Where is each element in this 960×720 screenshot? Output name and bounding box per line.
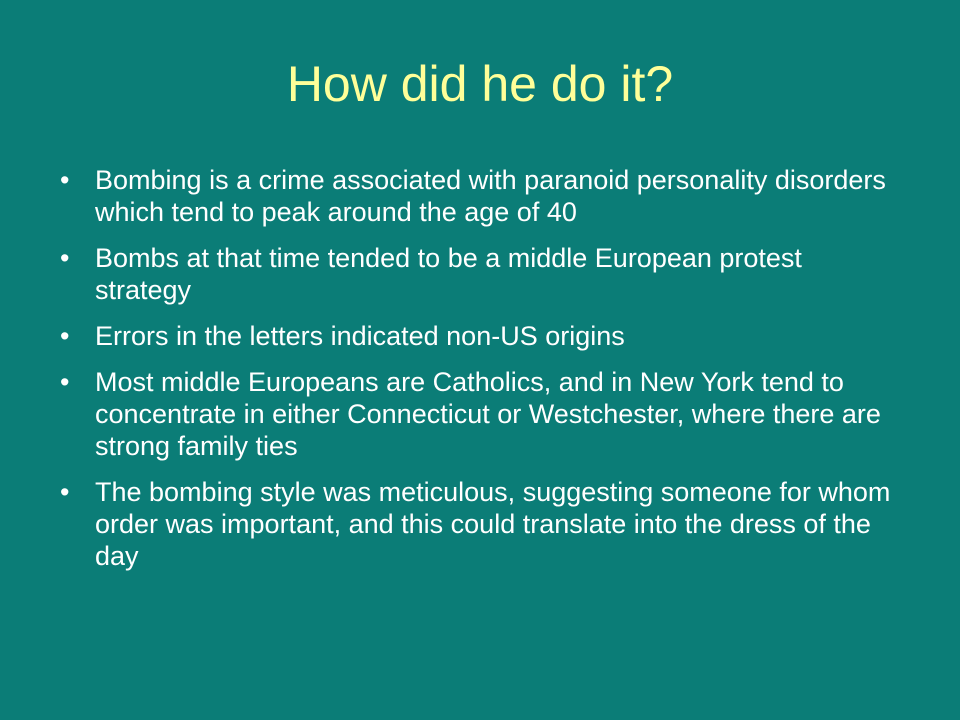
bullet-text: Bombs at that time tended to be a middle European protest strategy — [95, 243, 802, 305]
bullet-item — [60, 242, 905, 306]
bullet-icon: • — [60, 477, 70, 507]
bullet-item — [60, 164, 905, 228]
bullet-list — [60, 164, 905, 586]
bullet-text: The bombing style was meticulous, suggesting someone for whom order was important, and this could translate into the dress of the day — [95, 477, 891, 571]
bullet-icon: • — [60, 243, 70, 273]
bullet-text: Bombing is a crime associated with paranoid personality disorders which tend to peak around the age of 40 — [95, 165, 886, 227]
slide-title: How did he do it? — [286, 56, 674, 112]
bullet-icon: • — [60, 165, 70, 195]
bullet-item — [60, 320, 905, 352]
bullet-item — [60, 366, 905, 462]
bullet-text: Most middle Europeans are Catholics, and in New York tend to concentrate in either Connecticut or Westchester, where there are strong family ties — [95, 367, 881, 461]
bullet-item — [60, 476, 905, 572]
bullet-icon: • — [60, 367, 70, 397]
bullet-text: Errors in the letters indicated non-US origins — [95, 321, 625, 351]
bullet-icon: • — [60, 321, 70, 351]
